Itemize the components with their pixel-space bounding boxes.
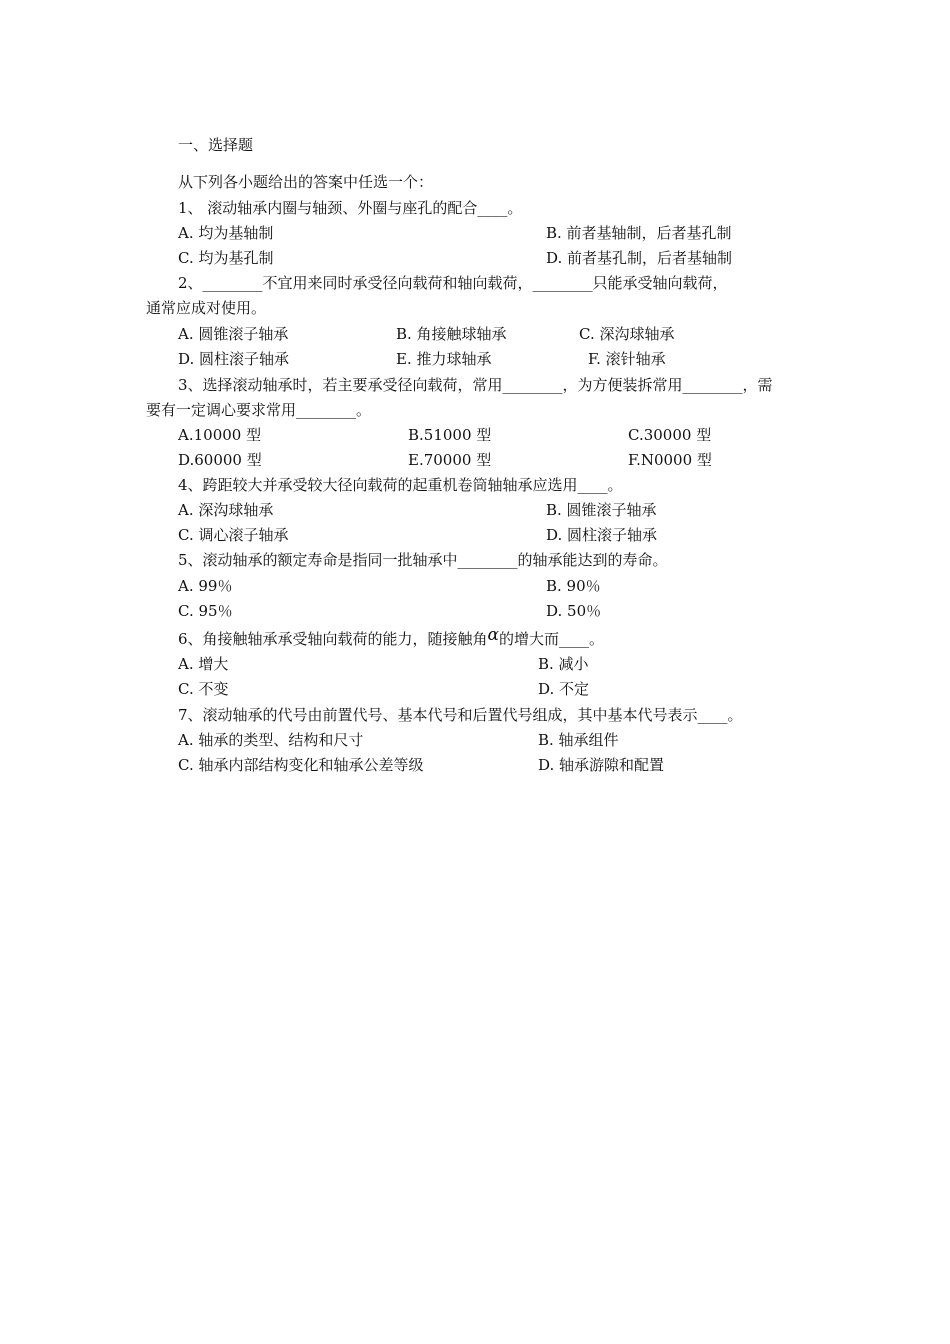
- question-6-stem-before: 6、角接触轴承承受轴向载荷的能力，随接触角: [178, 630, 488, 648]
- question-4-option-a: A. 深沟球轴承: [178, 501, 274, 519]
- question-6-option-d: D. 不定: [538, 680, 590, 698]
- question-3-option-d: D.60000 型: [178, 451, 262, 469]
- section-title: 一、选择题: [178, 136, 254, 154]
- question-3-stem-line1: 3、选择滚动轴承时，若主要承受径向载荷，常用________，为方便装拆常用________，需: [178, 376, 773, 394]
- instructions: 从下列各小题给出的答案中任选一个：: [178, 173, 434, 191]
- question-3-stem-line2: 要有一定调心要求常用________。: [146, 401, 372, 419]
- question-5-option-c: C. 95％: [178, 602, 233, 620]
- question-3-option-a: A.10000 型: [178, 426, 262, 444]
- question-2-option-a: A. 圆锥滚子轴承: [178, 325, 289, 343]
- question-2-option-e: E. 推力球轴承: [396, 350, 492, 368]
- question-2-option-b: B. 角接触球轴承: [396, 325, 507, 343]
- question-5-option-b: B. 90％: [546, 577, 601, 595]
- question-2-stem-line2: 通常应成对使用。: [146, 299, 267, 317]
- question-3-option-c: C.30000 型: [628, 426, 712, 444]
- question-1-option-b: B. 前者基轴制，后者基孔制: [546, 224, 732, 242]
- question-4-option-c: C. 调心滚子轴承: [178, 526, 289, 544]
- question-5-stem: 5、滚动轴承的额定寿命是指同一批轴承中________的轴承能达到的寿命。: [178, 551, 668, 569]
- question-2-option-f: F. 滚针轴承: [588, 350, 666, 368]
- question-3-option-e: E.70000 型: [408, 451, 492, 469]
- question-7-option-a: A. 轴承的类型、结构和尺寸: [178, 731, 364, 749]
- question-2-option-d: D. 圆柱滚子轴承: [178, 350, 290, 368]
- question-1-stem: 1、 滚动轴承内圈与轴颈、外圈与座孔的配合____。: [178, 199, 523, 217]
- question-7-option-b: B. 轴承组件: [538, 731, 619, 749]
- question-6-option-a: A. 增大: [178, 655, 229, 673]
- question-7-stem: 7、滚动轴承的代号由前置代号、基本代号和后置代号组成，其中基本代号表示____。: [178, 706, 743, 724]
- question-4-stem: 4、跨距较大并承受较大径向载荷的起重机卷筒轴轴承应选用____。: [178, 476, 623, 494]
- question-1-option-c: C. 均为基孔制: [178, 249, 274, 267]
- question-5-option-a: A. 99％: [178, 577, 233, 595]
- question-6-option-c: C. 不变: [178, 680, 229, 698]
- question-6-option-b: B. 减小: [538, 655, 589, 673]
- question-1-option-a: A. 均为基轴制: [178, 224, 274, 242]
- question-1-option-d: D. 前者基孔制，后者基轴制: [546, 249, 733, 267]
- question-3-option-b: B.51000 型: [408, 426, 492, 444]
- question-3-option-f: F.N0000 型: [628, 451, 712, 469]
- question-6-stem-after: 的增大而____。: [499, 630, 605, 648]
- question-6-stem: [178, 625, 605, 649]
- question-7-option-d: D. 轴承游隙和配置: [538, 756, 665, 774]
- question-2-stem-line1: 2、________不宜用来同时承受径向载荷和轴向载荷，________只能承受轴向载荷，: [178, 274, 728, 292]
- alpha-symbol: α: [487, 625, 500, 645]
- question-5-option-d: D. 50％: [546, 602, 602, 620]
- question-4-option-d: D. 圆柱滚子轴承: [546, 526, 658, 544]
- question-4-option-b: B. 圆锥滚子轴承: [546, 501, 657, 519]
- question-2-option-c: C. 深沟球轴承: [579, 325, 675, 343]
- question-7-option-c: C. 轴承内部结构变化和轴承公差等级: [178, 756, 424, 774]
